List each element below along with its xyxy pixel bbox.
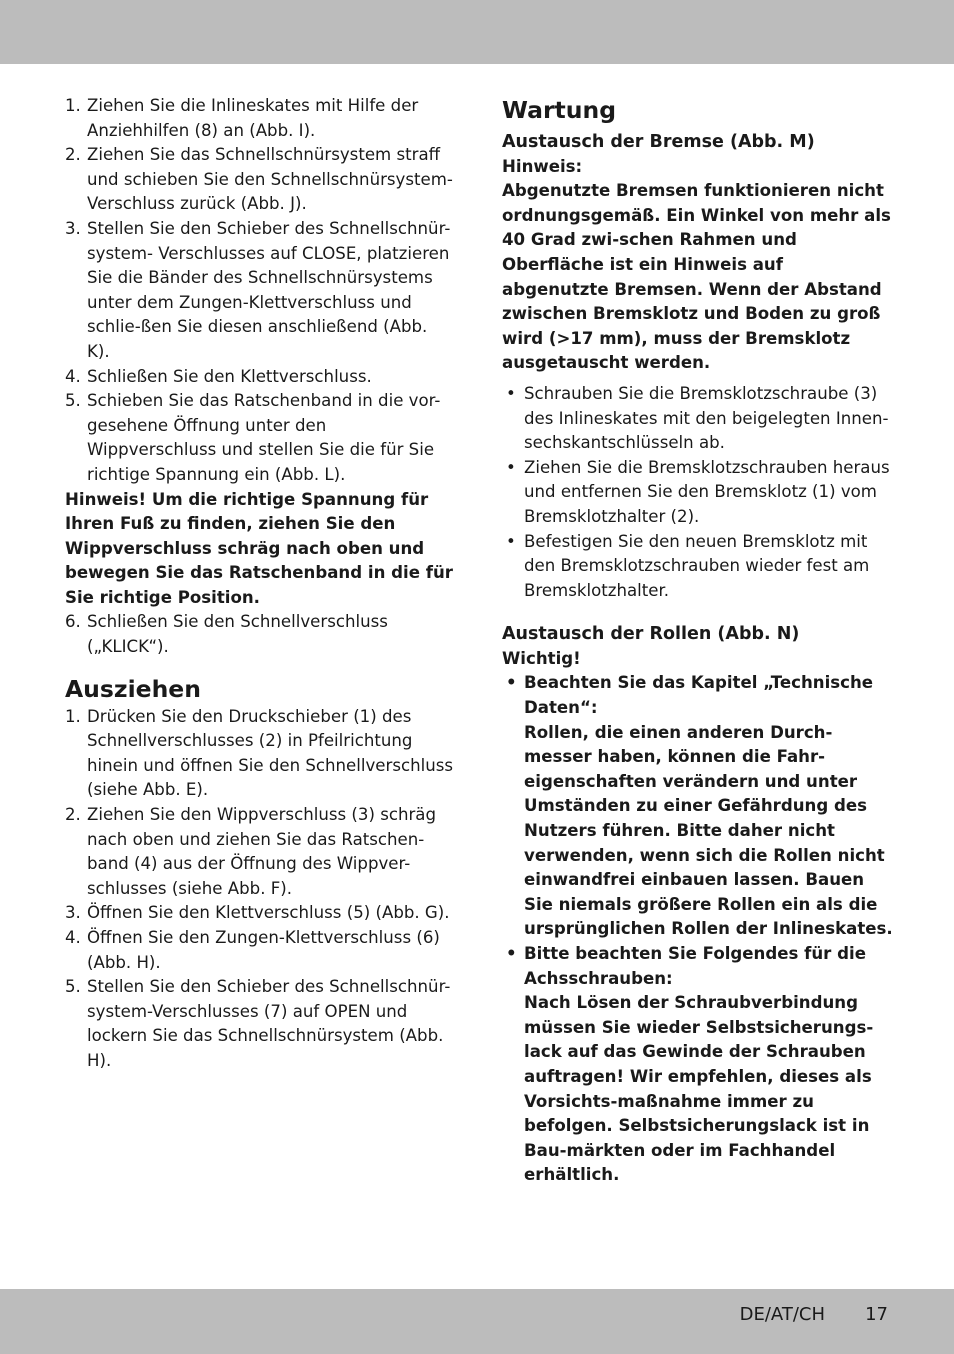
anziehen-step-6 xyxy=(65,610,455,659)
list-item: 6. Schließen Sie den Schnellverschluss („KLICK“). xyxy=(65,612,388,657)
list-item: 5. Stellen Sie den Schieber des Schnellschnür-system-Verschlusses (7) auf OPEN und lockern Sie das Schnellschnürsystem (Abb. H). xyxy=(65,977,451,1070)
step-text: Schließen Sie den Schnellverschluss („KLICK“). xyxy=(87,612,388,657)
list-item: 4. Schließen Sie den Klettverschluss. xyxy=(65,366,372,386)
bullet: • xyxy=(506,531,516,551)
step-text: Schrauben Sie die Bremsklotzschraube (3) des Inlineskates mit den beigelegten Innen-sechskantschlüsseln ab. xyxy=(524,383,889,453)
page-number: 17 xyxy=(865,1304,888,1325)
header-bar xyxy=(0,0,954,64)
section-heading-ausziehen: Ausziehen xyxy=(65,674,201,703)
list-item: 1. Drücken Sie den Druckschieber (1) des Schnellverschlusses (2) in Pfeilrichtung hinein und öffnen Sie den Schnellverschluss (siehe Abb. E). xyxy=(65,706,454,800)
footer-country-codes: DE/AT/CH xyxy=(739,1304,825,1325)
list-item: 2. Ziehen Sie das Schnellschnürsystem straff und schieben Sie den Schnellschnürsystem-Verschluss zurück (Abb. J). xyxy=(65,145,453,214)
step-text: Ziehen Sie die Inlineskates mit Hilfe der Anziehhilfen (8) an (Abb. I). xyxy=(87,96,419,140)
step-text: Ziehen Sie das Schnellschnürsystem straff und schieben Sie den Schnellschnürsystem-Verschluss zurück (Abb. J). xyxy=(87,145,453,214)
subheading-rollen: Austausch der Rollen (Abb. N) xyxy=(502,624,800,645)
list-item xyxy=(502,382,894,456)
list-item xyxy=(502,942,894,1188)
anziehen-steps xyxy=(65,94,455,488)
step-text: Stellen Sie den Schieber des Schnellschnür-system-Verschlusses (7) auf OPEN und lockern Sie das Schnellschnürsystem (Abb. H). xyxy=(87,977,451,1070)
left-column xyxy=(65,94,455,1074)
bremse-hinweis-text: Abgenutzte Bremsen funktionieren nicht ordnungsgemäß. Ein Winkel von mehr als 40 Grad zwi-schen Rahmen und Oberfläche ist ein Hinweis auf abgenutzte Bremsen. Wenn der Abstand zwischen Bremsklotz und Boden zu groß wird (>17 mm), muss der Bremsklotz ausgetauscht werden. xyxy=(502,181,891,373)
step-text: Schließen Sie den Klettverschluss. xyxy=(87,366,372,386)
rollen-items xyxy=(502,671,894,1187)
step-text: Ziehen Sie die Bremsklotzschrauben heraus und entfernen Sie den Bremsklotz (1) vom Bremsklotzhalter (2). xyxy=(524,457,890,526)
step-text: Öffnen Sie den Klettverschluss (5) (Abb. G). xyxy=(87,903,450,923)
step-text: Befestigen Sie den neuen Bremsklotz mit den Bremsklotzschrauben wieder fest am Bremsklotzhalter. xyxy=(524,531,870,600)
step-text: Schieben Sie das Ratschenband in die vor-gesehene Öffnung unter den Wippverschluss und stellen Sie die für Sie richtige Spannung ein (Abb. L). xyxy=(87,391,441,484)
list-item xyxy=(502,671,894,942)
step-text: Ziehen Sie den Wippverschluss (3) schräg nach oben und ziehen Sie das Ratschen-band (4) aus der Öffnung des Wippver-schlusses (siehe Abb. F). xyxy=(87,805,437,898)
bremse-hinweis-label: Hinweis: xyxy=(502,156,583,176)
list-item: 3. Stellen Sie den Schieber des Schnellschnür-system- Verschlusses auf CLOSE, platzieren Sie die Bänder des Schnellschnürsystems unter dem Zungen-Klettverschluss und schlie-ßen Sie diesen anschließend (Abb. K). xyxy=(65,218,451,361)
item-body: Rollen, die einen anderen Durch-messer haben, können die Fahr-eigenschaften verändern und unter Umständen zu einer Gefährdung des Nutzers führen. Bitte daher nicht verwenden, wenn sich die Rollen nicht einwandfrei einbauen lassen. Bauen Sie niemals größere Rollen ein als die ursprünglichen Rollen der Inlineskates. xyxy=(524,722,893,939)
ausziehen-steps xyxy=(65,705,455,1074)
bullet: • xyxy=(506,944,517,963)
bullet: • xyxy=(506,383,516,403)
step-text: Drücken Sie den Druckschieber (1) des Schnellverschlusses (2) in Pfeilrichtung hinein und öffnen Sie den Schnellverschluss (siehe Abb. E). xyxy=(87,706,454,800)
list-item: 5. Schieben Sie das Ratschenband in die vor-gesehene Öffnung unter den Wippverschluss und stellen Sie die für Sie richtige Spannung ein (Abb. L). xyxy=(65,391,441,484)
subheading-bremse: Austausch der Bremse (Abb. M) xyxy=(502,132,815,152)
step-text: Öffnen Sie den Zungen-Klettverschluss (6) (Abb. H). xyxy=(87,928,440,972)
bullet: • xyxy=(506,673,517,693)
item-lead: Beachten Sie das Kapitel „Technische Daten“: xyxy=(524,673,874,718)
item-lead: Bitte beachten Sie Folgendes für die Achsschrauben: xyxy=(524,944,866,988)
section-heading-wartung: Wartung xyxy=(502,96,617,124)
list-item xyxy=(502,530,894,604)
bullet: • xyxy=(506,457,516,477)
list-item: 3. Öffnen Sie den Klettverschluss (5) (Abb. G). xyxy=(65,903,450,923)
step-text: Stellen Sie den Schieber des Schnellschnür-system- Verschlusses auf CLOSE, platzieren Sie die Bänder des Schnellschnürsystems unter dem Zungen-Klettverschluss und schlie-ßen Sie diesen anschließend (Abb. K). xyxy=(87,218,451,361)
list-item: 2. Ziehen Sie den Wippverschluss (3) schräg nach oben und ziehen Sie das Ratschen-band (4) aus der Öffnung des Wippver-schlusses (siehe Abb. F). xyxy=(65,805,437,898)
right-column xyxy=(502,94,894,1188)
bremse-steps xyxy=(502,382,894,603)
list-item: 4. Öffnen Sie den Zungen-Klettverschluss (6) (Abb. H). xyxy=(65,928,440,972)
rollen-wichtig-label: Wichtig! xyxy=(502,648,581,668)
list-item: 1. Ziehen Sie die Inlineskates mit Hilfe der Anziehhilfen (8) an (Abb. I). xyxy=(65,96,419,140)
item-body: Nach Lösen der Schraubverbindung müssen Sie wieder Selbstsicherungs-lack auf das Gewinde der Schrauben auftragen! Wir empfehlen, dieses als Vorsichts-maßnahme immer zu befolgen. Selbstsicherungslack ist in Bau-märkten oder im Fachhandel erhältlich. xyxy=(524,993,874,1185)
spannung-note: Hinweis! Um die richtige Spannung für Ihren Fuß zu finden, ziehen Sie den Wippverschluss schräg nach oben und bewegen Sie das Ratschenband in die für Sie richtige Position. xyxy=(65,489,453,607)
list-item xyxy=(502,456,894,530)
